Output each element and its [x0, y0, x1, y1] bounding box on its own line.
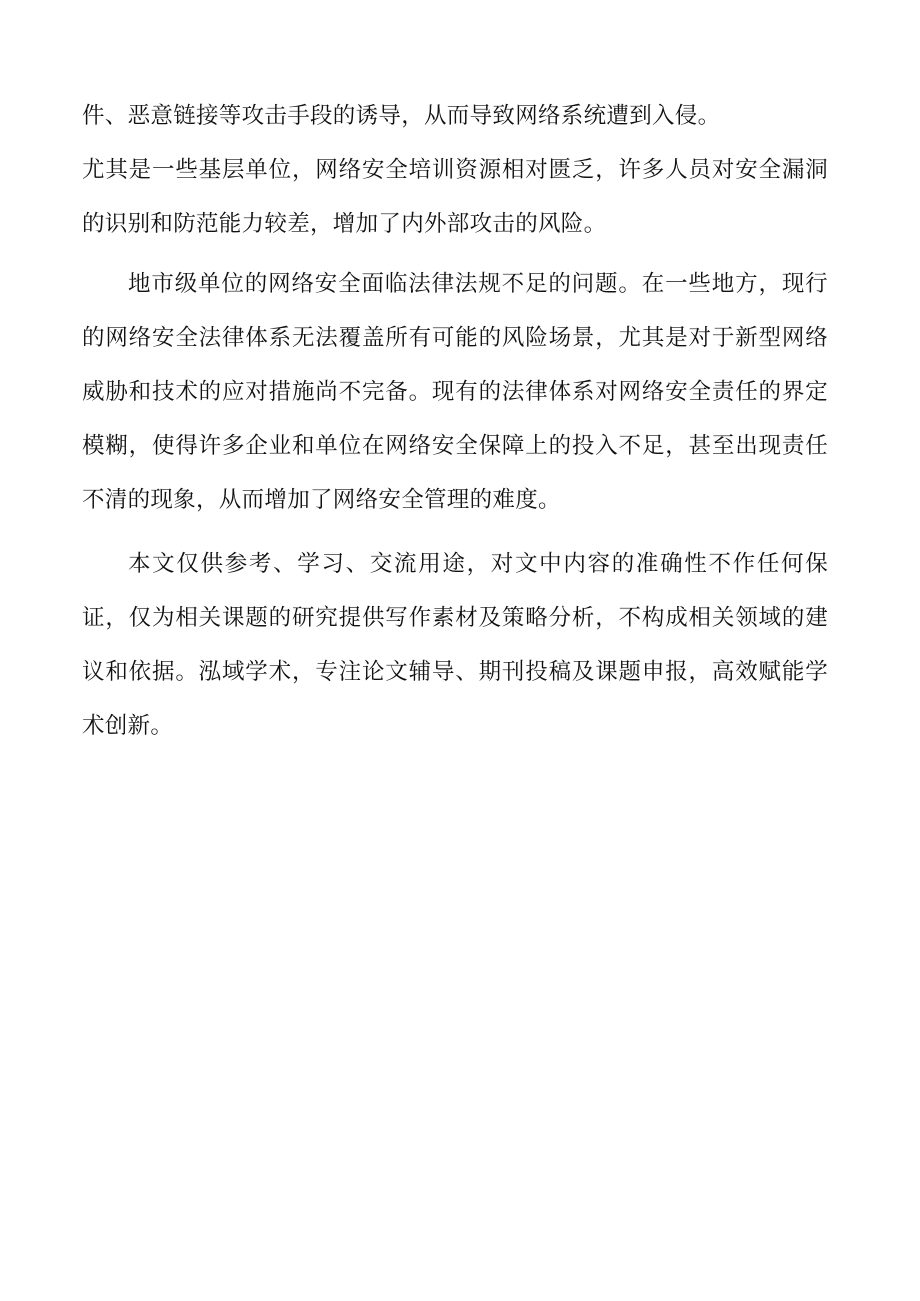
paragraph-4: 本文仅供参考、学习、交流用途，对文中内容的准确性不作任何保证，仅为相关课题的研究提供写作素材及策略分析，不构成相关领域的建议和依据。泓域学术，专注论文辅导、期刊投稿及课题申报，高效赋能学术创新。: [82, 551, 828, 739]
paragraph-continuation: [82, 89, 828, 143]
paragraph-disclaimer: [82, 537, 828, 753]
paragraph-training: [82, 143, 828, 251]
paragraph-2: 尤其是一些基层单位，网络安全培训资源相对匮乏，许多人员对安全漏洞的识别和防范能力较差，增加了内外部攻击的风险。: [82, 157, 828, 237]
paragraph-3: 地市级单位的网络安全面临法律法规不足的问题。在一些地方，现行的网络安全法律体系无法覆盖所有可能的风险场景，尤其是对于新型网络威胁和技术的应对措施尚不完备。现有的法律体系对网络安全责任的界定模糊，使得许多企业和单位在网络安全保障上的投入不足，甚至出现责任不清的现象，从而增加了网络安全管理的难度。: [82, 271, 828, 513]
paragraph-legal: [82, 257, 828, 527]
paragraph-1: 件、恶意链接等攻击手段的诱导，从而导致网络系统遭到入侵。: [82, 103, 721, 129]
